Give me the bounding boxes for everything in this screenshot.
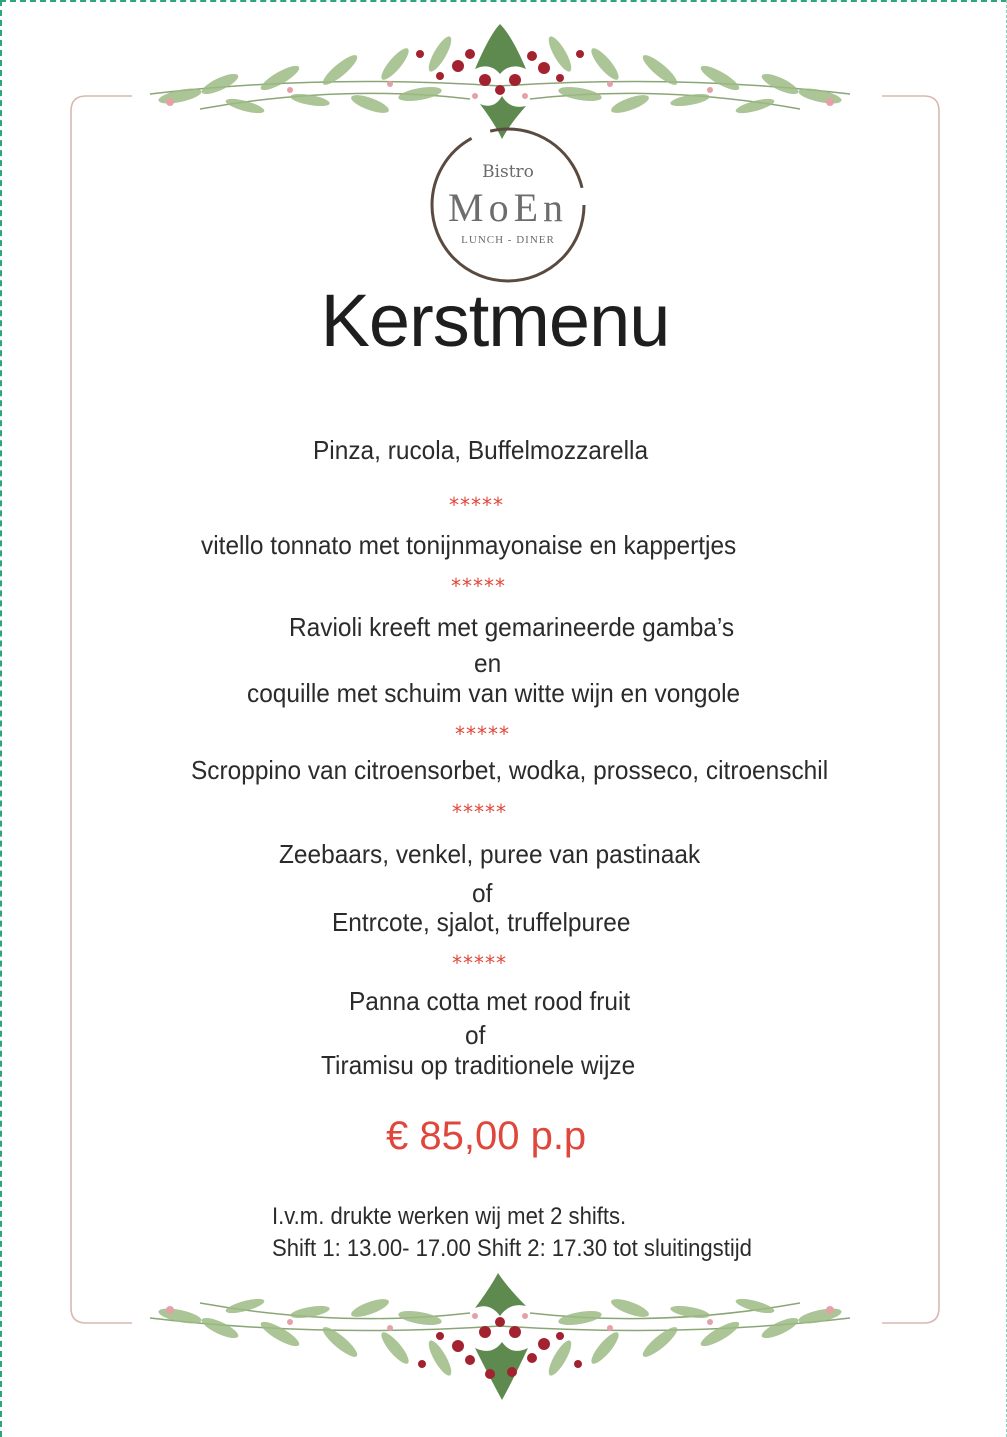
menu-course-5-option-1: Zeebaars, venkel, puree van pastinaak [279, 839, 701, 869]
menu-course-3-line-2: coquille met schuim van witte wijn en vongole [247, 678, 741, 708]
logo-name: MoEn [448, 185, 568, 230]
page-title: Kerstmenu [320, 279, 670, 362]
menu-course-2: vitello tonnato met tonijnmayonaise en kappertjes [201, 530, 737, 560]
menu-course-6-option-1: Panna cotta met rood fruit [349, 986, 631, 1016]
logo-subtitle: LUNCH - DINER [461, 234, 555, 246]
bistro-logo [429, 126, 587, 284]
logo-bistro-text: Bistro [482, 162, 534, 182]
menu-course-6-option-2: Tiramisu op traditionele wijze [321, 1050, 636, 1080]
shift-note-line-2: Shift 1: 13.00- 17.00 Shift 2: 17.30 tot sluitingstijd [272, 1235, 752, 1262]
separator-stars: ***** [451, 574, 506, 598]
menu-course-3-and: en [474, 648, 502, 678]
holly-garland-top-icon [140, 14, 860, 144]
menu-course-5-option-2: Entrcote, sjalot, truffelpuree [332, 907, 631, 937]
menu-course-4: Scroppino van citroensorbet, wodka, prosseco, citroenschil [191, 755, 829, 785]
separator-stars: ***** [452, 800, 507, 824]
holly-garland-bottom-icon [140, 1268, 860, 1408]
menu-course-6-or: of [465, 1020, 486, 1050]
menu-course-5-or: of [472, 878, 493, 908]
separator-stars: ***** [452, 951, 507, 975]
menu-course-3-line-1: Ravioli kreeft met gemarineerde gamba’s [289, 612, 735, 642]
menu-price: € 85,00 p.p [386, 1114, 587, 1158]
menu-course-1: Pinza, rucola, Buffelmozzarella [313, 435, 649, 465]
separator-stars: ***** [455, 722, 510, 746]
separator-stars: ***** [449, 493, 504, 517]
shift-note-line-1: I.v.m. drukte werken wij met 2 shifts. [272, 1203, 627, 1230]
